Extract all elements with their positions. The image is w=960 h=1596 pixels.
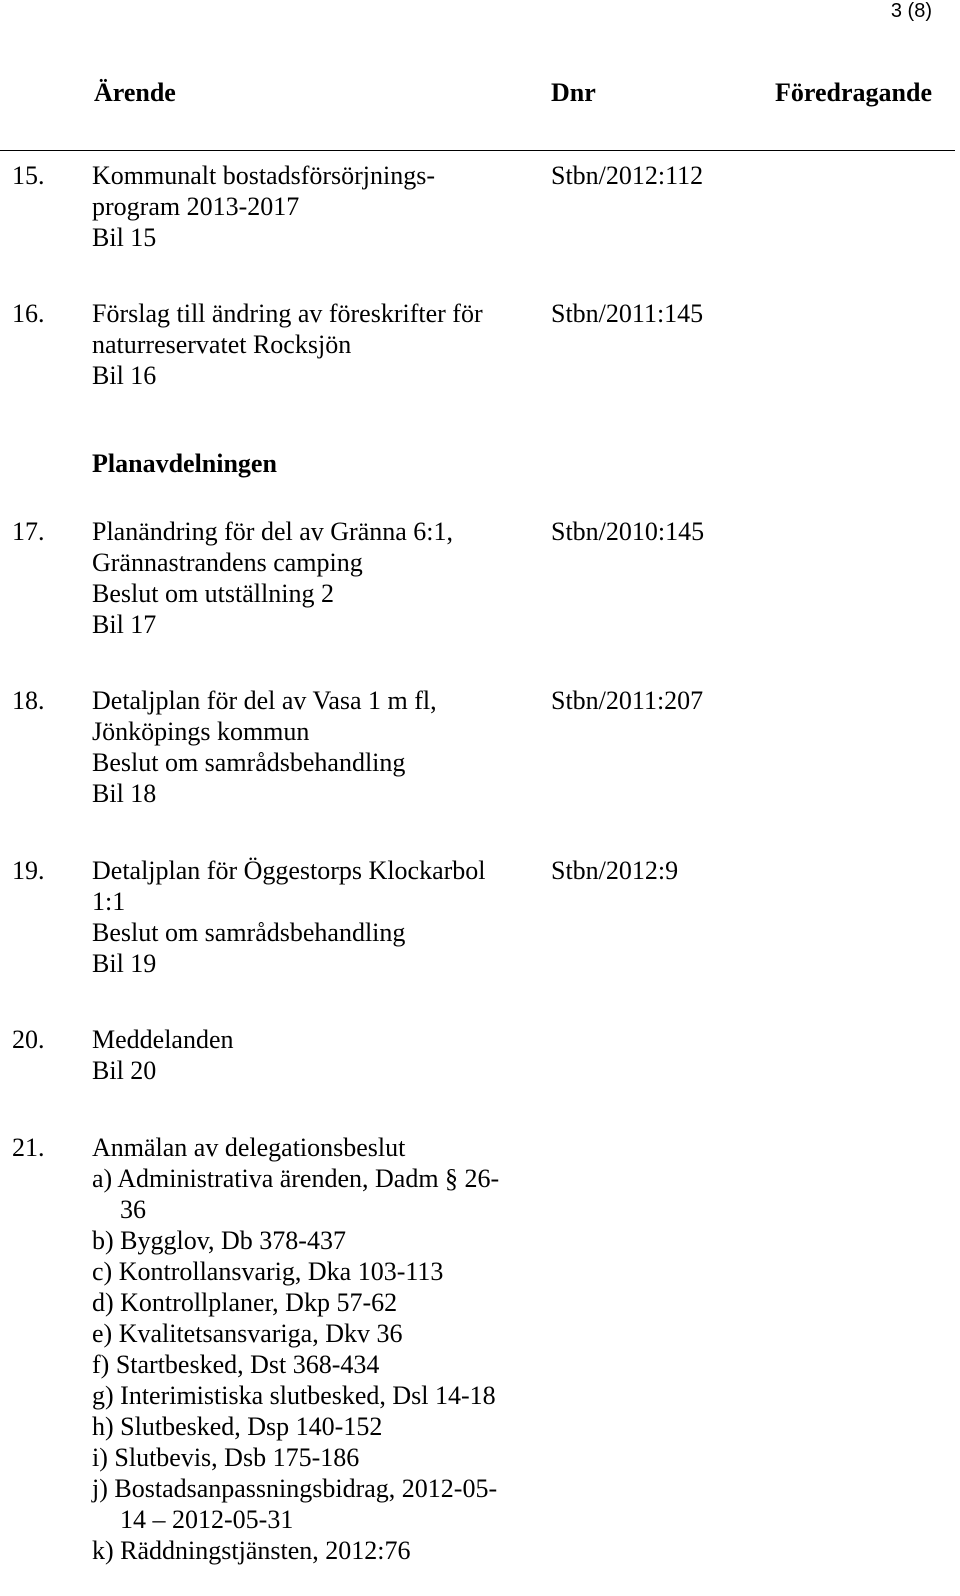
item-text xyxy=(92,298,483,391)
item-dnr: Stbn/2011:207 xyxy=(551,686,704,715)
item-number: 18. xyxy=(12,686,45,715)
item-text xyxy=(92,855,486,979)
item-line: h) Slutbesked, Dsp 140-152 xyxy=(92,1412,383,1441)
item-number: 20. xyxy=(12,1025,45,1054)
item-number: 15. xyxy=(12,161,45,190)
column-header-arende: Ärende xyxy=(94,78,176,107)
item-line: k) Räddningstjänsten, 2012:76 xyxy=(92,1536,411,1565)
item-line: Bil 15 xyxy=(92,223,157,252)
item-line: Beslut om samrådsbehandling xyxy=(92,748,406,777)
item-dnr: Stbn/2012:112 xyxy=(551,161,704,190)
item-line: program 2013-2017 xyxy=(92,192,300,221)
item-line-continuation: 14 – 2012-05-31 xyxy=(120,1505,294,1534)
item-line: i) Slutbevis, Dsb 175-186 xyxy=(92,1443,360,1472)
item-line: Detaljplan för del av Vasa 1 m fl, xyxy=(92,686,437,715)
item-line: Beslut om samrådsbehandling xyxy=(92,918,406,947)
header-divider xyxy=(0,150,955,151)
item-line: a) Administrativa ärenden, Dadm § 26- xyxy=(92,1164,500,1193)
item-line: e) Kvalitetsansvariga, Dkv 36 xyxy=(92,1319,403,1348)
item-text xyxy=(92,1132,499,1566)
item-line: 1:1 xyxy=(92,887,126,916)
item-line: Anmälan av delegationsbeslut xyxy=(92,1133,406,1162)
item-line: Jönköpings kommun xyxy=(92,717,310,746)
item-line: Förslag till ändring av föreskrifter för xyxy=(92,299,483,328)
item-text xyxy=(92,1024,234,1086)
item-line: b) Bygglov, Db 378-437 xyxy=(92,1226,346,1255)
item-line: Bil 18 xyxy=(92,779,157,808)
column-header-dnr: Dnr xyxy=(551,78,596,107)
column-header-foredragande: Föredragande xyxy=(775,78,932,107)
item-line: Bil 17 xyxy=(92,610,157,639)
item-line: Bil 20 xyxy=(92,1056,157,1085)
item-line: c) Kontrollansvarig, Dka 103-113 xyxy=(92,1257,444,1286)
section-heading: Planavdelningen xyxy=(92,449,277,478)
item-line: Meddelanden xyxy=(92,1025,234,1054)
item-number: 16. xyxy=(12,299,45,328)
item-number: 17. xyxy=(12,517,45,546)
item-dnr: Stbn/2011:145 xyxy=(551,299,704,328)
item-line: d) Kontrollplaner, Dkp 57-62 xyxy=(92,1288,398,1317)
page-number: 3 (8) xyxy=(890,0,932,22)
item-line: Detaljplan för Öggestorps Klockarbol xyxy=(92,856,486,885)
item-line: Kommunalt bostadsförsörjnings- xyxy=(92,161,436,190)
item-line: Bil 19 xyxy=(92,949,157,978)
item-text xyxy=(92,685,437,809)
item-line: Grännastrandens camping xyxy=(92,548,363,577)
item-line-continuation: 36 xyxy=(120,1195,146,1224)
item-line: f) Startbesked, Dst 368-434 xyxy=(92,1350,380,1379)
item-text xyxy=(92,160,435,253)
item-number: 21. xyxy=(12,1133,45,1162)
item-line: Beslut om utställning 2 xyxy=(92,579,334,608)
item-dnr: Stbn/2012:9 xyxy=(551,856,679,885)
item-number: 19. xyxy=(12,856,45,885)
item-line: g) Interimistiska slutbesked, Dsl 14-18 xyxy=(92,1381,496,1410)
item-line: j) Bostadsanpassningsbidrag, 2012-05- xyxy=(92,1474,498,1503)
item-line: Bil 16 xyxy=(92,361,157,390)
item-dnr: Stbn/2010:145 xyxy=(551,517,705,546)
item-text xyxy=(92,516,453,640)
item-line: Planändring för del av Gränna 6:1, xyxy=(92,517,454,546)
item-line: naturreservatet Rocksjön xyxy=(92,330,352,359)
